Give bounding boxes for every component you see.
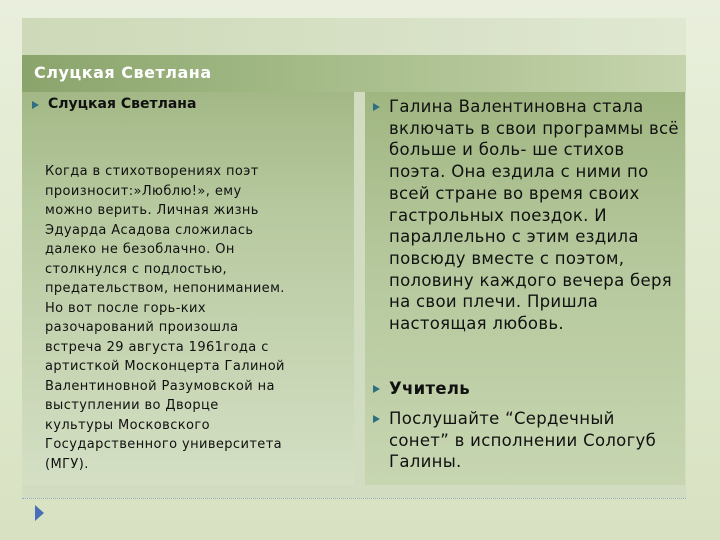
left-body-text: Когда в стихотворениях поэт произносит:»Люблю!», ему можно верить. Личная жизнь Эдуарда Асадова сложилась далеко не безоблачно. Он столкнулся с подлостью, предательством, непониманием. Но вот после горь-ких разочарований произошла встреча 29 августа 1961года с артисткой Москонцерта Галиной Валентиновной Разумовской на выступлении во Дворце культуры Московского Государственного университета (МГУ). [45,164,285,472]
title-bar [22,55,686,92]
triangle-bullet-icon [373,103,380,111]
triangle-bullet-icon [373,385,380,393]
slide-top-strip [22,18,686,55]
footer-divider [22,498,686,499]
next-slide-icon[interactable] [35,505,44,521]
right-item-listen: Послушайте “Сердечный сонет” в исполнении Сологуб Галины. [389,409,657,472]
triangle-bullet-icon [32,101,39,109]
left-heading: Слуцкая Светлана [48,96,197,112]
triangle-bullet-icon [373,415,380,423]
slide-title: Слуцкая Светлана [34,63,212,82]
right-item-teacher: Учитель [389,379,470,398]
right-paragraph: Галина Валентиновна стала включать в свои программы всё больше и боль- ше стихов поэта. Она ездила с ними по всей стране во время своих гастрольных поездок. И параллельно с этим ездила повсюду вместе с поэтом, половину каждого вечера беря на свои плечи. Пришла настоящая любовь. [389,97,679,334]
